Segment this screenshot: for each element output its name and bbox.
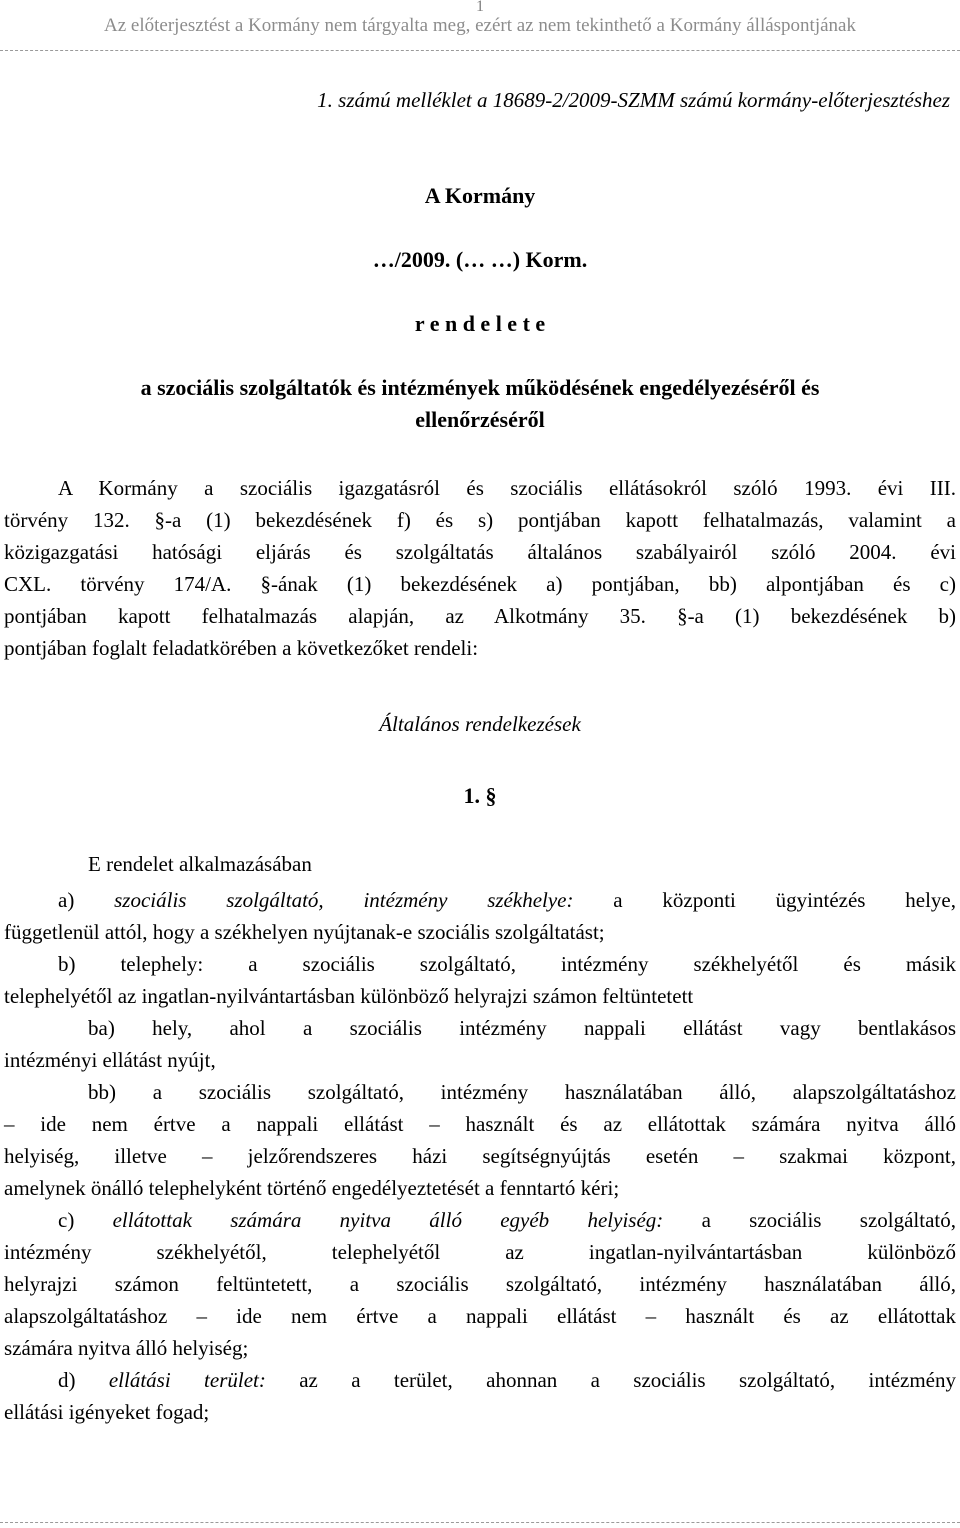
decree-title-line-1: a szociális szolgáltatók és intézmények működésének engedélyezéséről és xyxy=(140,375,820,400)
definition-b xyxy=(4,948,956,1012)
item-text: alapszolgáltatáshoz – ide nem értve a nappali ellátást – használt és az ellátottak xyxy=(4,1304,956,1328)
item-text: a szociális szolgáltató, xyxy=(663,1208,956,1232)
defined-term: ellátási terület: xyxy=(108,1368,266,1392)
decree-title-line-2: ellenőrzéséről xyxy=(415,407,545,432)
item-text: függetlenül attól, hogy a székhelyen nyújtanak-e szociális szolgáltatást; xyxy=(4,920,605,944)
definitions-intro: E rendelet alkalmazásában xyxy=(88,852,312,876)
defined-term: ellátottak számára nyitva álló egyéb helyiség: xyxy=(112,1208,664,1232)
preamble-line: A Kormány a szociális igazgatásról és szociális ellátásokról szóló 1993. évi III. xyxy=(58,476,956,500)
item-text: számára nyitva álló helyiség; xyxy=(4,1336,249,1360)
issuer-heading: A Kormány xyxy=(424,183,536,208)
item-label: a) xyxy=(58,888,115,912)
definition-a xyxy=(4,884,956,948)
item-label: d) xyxy=(58,1368,109,1392)
defined-term: szociális szolgáltató, intézmény székhelye: xyxy=(114,888,574,912)
header-divider xyxy=(0,50,960,51)
item-text: ba) hely, ahol a szociális intézmény nappali ellátást vagy bentlakásos xyxy=(88,1016,956,1040)
item-text: az a terület, ahonnan a szociális szolgáltató, intézmény xyxy=(265,1368,956,1392)
item-text: telephelyétől az ingatlan-nyilvántartásban különböző helyrajzi számon feltüntetett xyxy=(4,984,694,1008)
section-title: Általános rendelkezések xyxy=(379,712,581,736)
decree-number: …/2009. (… …) Korm. xyxy=(372,247,588,272)
item-text: helyrajzi számon feltüntetett, a szociális szolgáltató, intézmény használatában álló, xyxy=(4,1272,956,1296)
definition-ba xyxy=(4,1012,956,1076)
preamble-line: pontjában kapott felhatalmazás alapján, az Alkotmány 35. §-a (1) bekezdésének b) xyxy=(4,604,956,628)
item-text: ellátási igényeket fogad; xyxy=(4,1400,210,1424)
item-text: a központi ügyintézés helye, xyxy=(573,888,956,912)
item-text: amelynek önálló telephelyként történő engedélyeztetését a fenntartó kéri; xyxy=(4,1176,620,1200)
preamble-line: pontjában foglalt feladatkörében a következőket rendeli: xyxy=(4,636,479,660)
item-text: bb) a szociális szolgáltató, intézmény használatában álló, alapszolgáltatáshoz xyxy=(88,1080,956,1104)
item-text: intézményi ellátást nyújt, xyxy=(4,1048,216,1072)
definition-bb xyxy=(4,1076,956,1204)
decree-type: r e n d e l e t e xyxy=(414,311,546,336)
page-number: 1 xyxy=(476,0,484,15)
definition-d xyxy=(4,1364,956,1428)
preamble-line: törvény 132. §-a (1) bekezdésének f) és s) pontjában kapott felhatalmazás, valamint a xyxy=(4,508,956,532)
preamble-line: közigazgatási hatósági eljárás és szolgáltatás általános szabályairól szóló 2004. évi xyxy=(4,540,956,564)
definition-c xyxy=(4,1204,956,1364)
header-note: Az előterjesztést a Kormány nem tárgyalta meg, ezért az nem tekinthető a Kormány álláspontjának xyxy=(104,15,856,36)
preamble-line: CXL. törvény 174/A. §-ának (1) bekezdésének a) pontjában, bb) alpontjában és c) xyxy=(4,572,956,596)
item-text: intézmény székhelyétől, telephelyétől az ingatlan-nyilvántartásban különböző xyxy=(4,1240,956,1264)
annex-reference: 1. számú melléklet a 18689-2/2009-SZMM számú kormány-előterjesztéshez xyxy=(317,88,950,112)
item-text: b) telephely: a szociális szolgáltató, intézmény székhelyétől és másik xyxy=(58,952,956,976)
item-text: – ide nem értve a nappali ellátást – használt és az ellátottak számára nyitva álló xyxy=(4,1112,956,1136)
footer-divider xyxy=(0,1522,960,1523)
item-label: c) xyxy=(58,1208,113,1232)
item-text: helyiség, illetve – jelzőrendszeres házi segítségnyújtás esetén – szakmai központ, xyxy=(4,1144,956,1168)
section-number: 1. § xyxy=(463,783,497,808)
preamble xyxy=(4,472,956,664)
